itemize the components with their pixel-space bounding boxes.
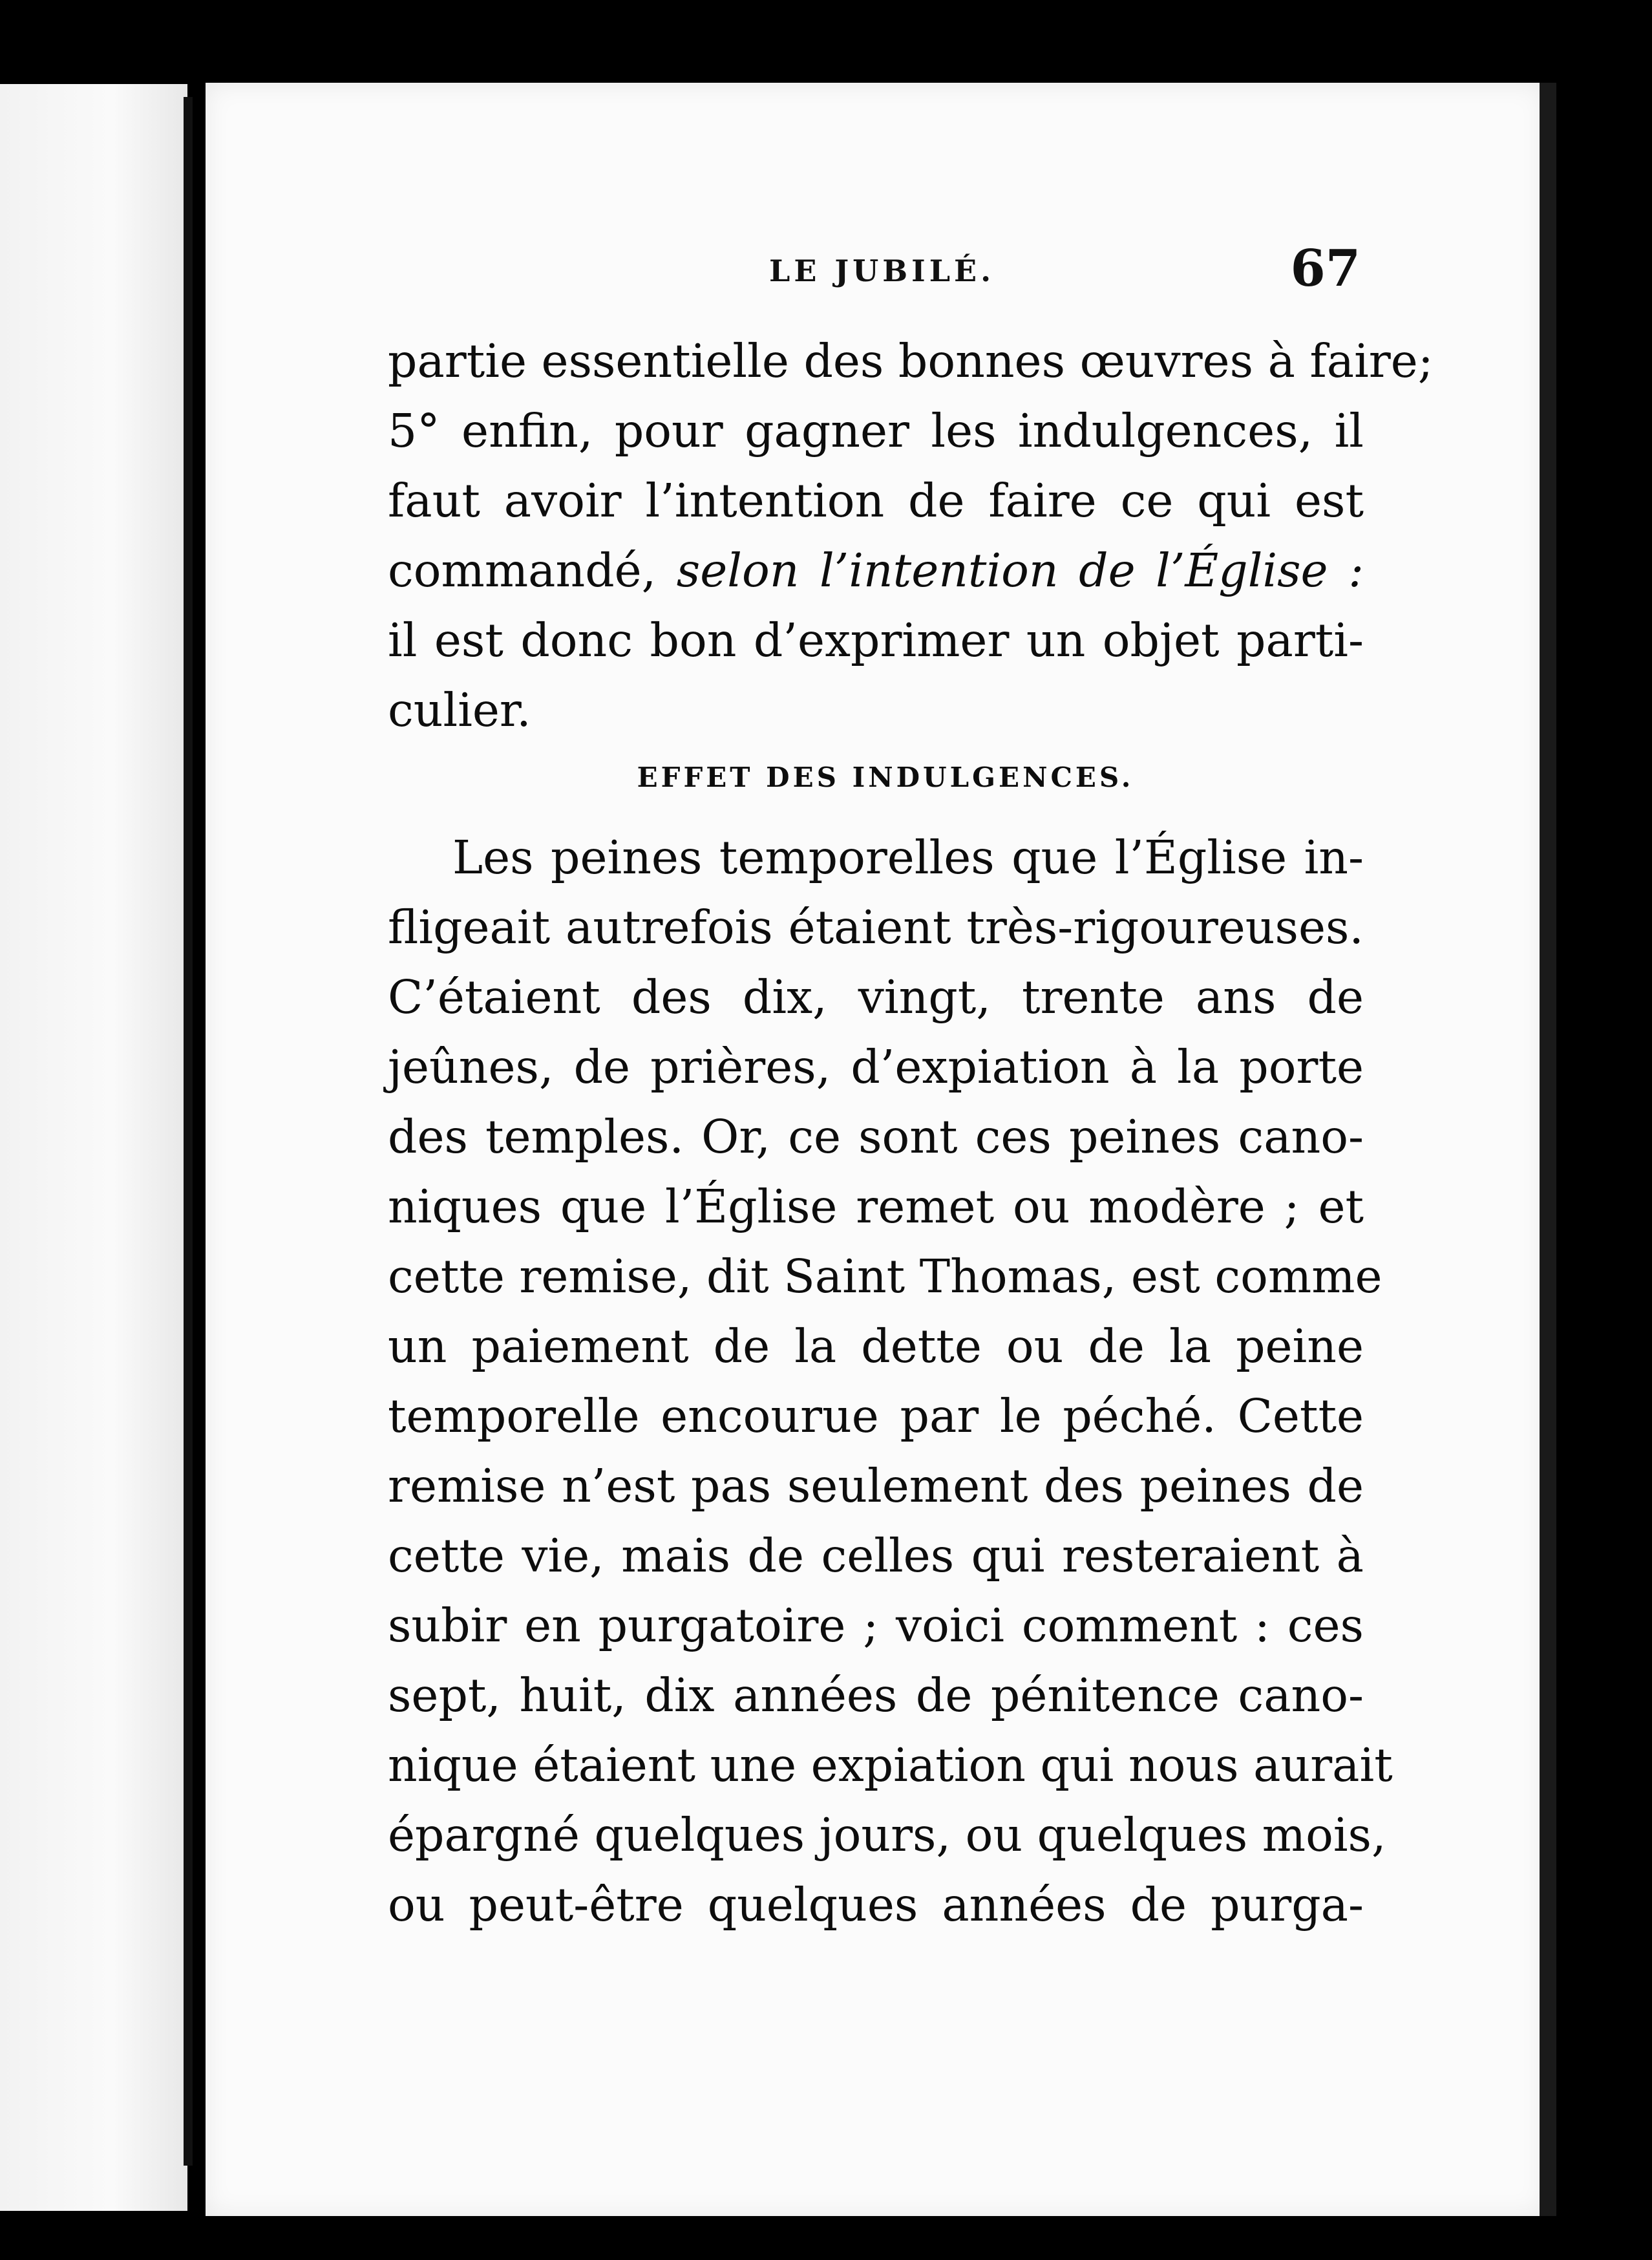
text-line: des temples. Or, ce sont ces peines cano- — [388, 1110, 1364, 1164]
text-line: cette vie, mais de celles qui resteraient à — [388, 1529, 1364, 1583]
text-line: temporelle encourue par le péché. Cette — [388, 1389, 1364, 1443]
page-edge-shadow — [1540, 83, 1556, 2216]
text-line: ou peut-être quelques années de purga- — [388, 1878, 1364, 1932]
text-line: C’étaient des dix, vingt, trente ans de — [388, 970, 1364, 1024]
spacer — [388, 804, 1364, 823]
text-line: jeûnes, de prières, d’expiation à la porte — [388, 1040, 1364, 1094]
paragraph — [388, 823, 1393, 1940]
book-gutter — [184, 97, 193, 2166]
page-number: 67 — [1290, 239, 1361, 298]
text-fragment: commandé, — [388, 544, 657, 597]
text-line: culier. — [388, 683, 531, 737]
text-line: Les peines temporelles que l’Église in- — [452, 831, 1364, 884]
text-line: remise n’est pas seulement des peines de — [388, 1459, 1364, 1513]
section-heading: EFFET DES INDULGENCES. — [637, 762, 1134, 793]
running-head: LE JUBILÉ. — [769, 253, 995, 288]
text-line: épargné quelques jours, ou quelques mois, — [388, 1808, 1386, 1862]
text-line: cette remise, dit Saint Thomas, est comme — [388, 1250, 1382, 1303]
text-line: niques que l’Église remet ou modère ; et — [388, 1180, 1364, 1233]
text-line: il est donc bon d’exprimer un objet parti- — [388, 613, 1364, 667]
text-line: partie essentielle des bonnes œuvres à faire; — [388, 334, 1434, 388]
text-line: sept, huit, dix années de pénitence cano- — [388, 1668, 1364, 1722]
text-line: faut avoir l’intention de faire ce qui est — [388, 474, 1364, 528]
adjacent-page-edge — [0, 84, 187, 2211]
text-line: fligeait autrefois étaient très-rigoureuses. — [388, 901, 1364, 954]
text-line: un paiement de la dette ou de la peine — [388, 1319, 1364, 1373]
text-line: 5° enfin, pour gagner les indulgences, il — [388, 404, 1364, 458]
paragraph-continued — [388, 326, 1434, 745]
text-line: nique étaient une expiation qui nous aurait — [388, 1738, 1393, 1792]
italic-phrase: selon l’intention de l’Église : — [676, 544, 1364, 597]
body-text — [388, 326, 1434, 1940]
text-line: subir en purgatoire ; voici comment : ces — [388, 1599, 1364, 1652]
page-header — [388, 239, 1361, 310]
text-line-with-italic — [388, 536, 1364, 606]
